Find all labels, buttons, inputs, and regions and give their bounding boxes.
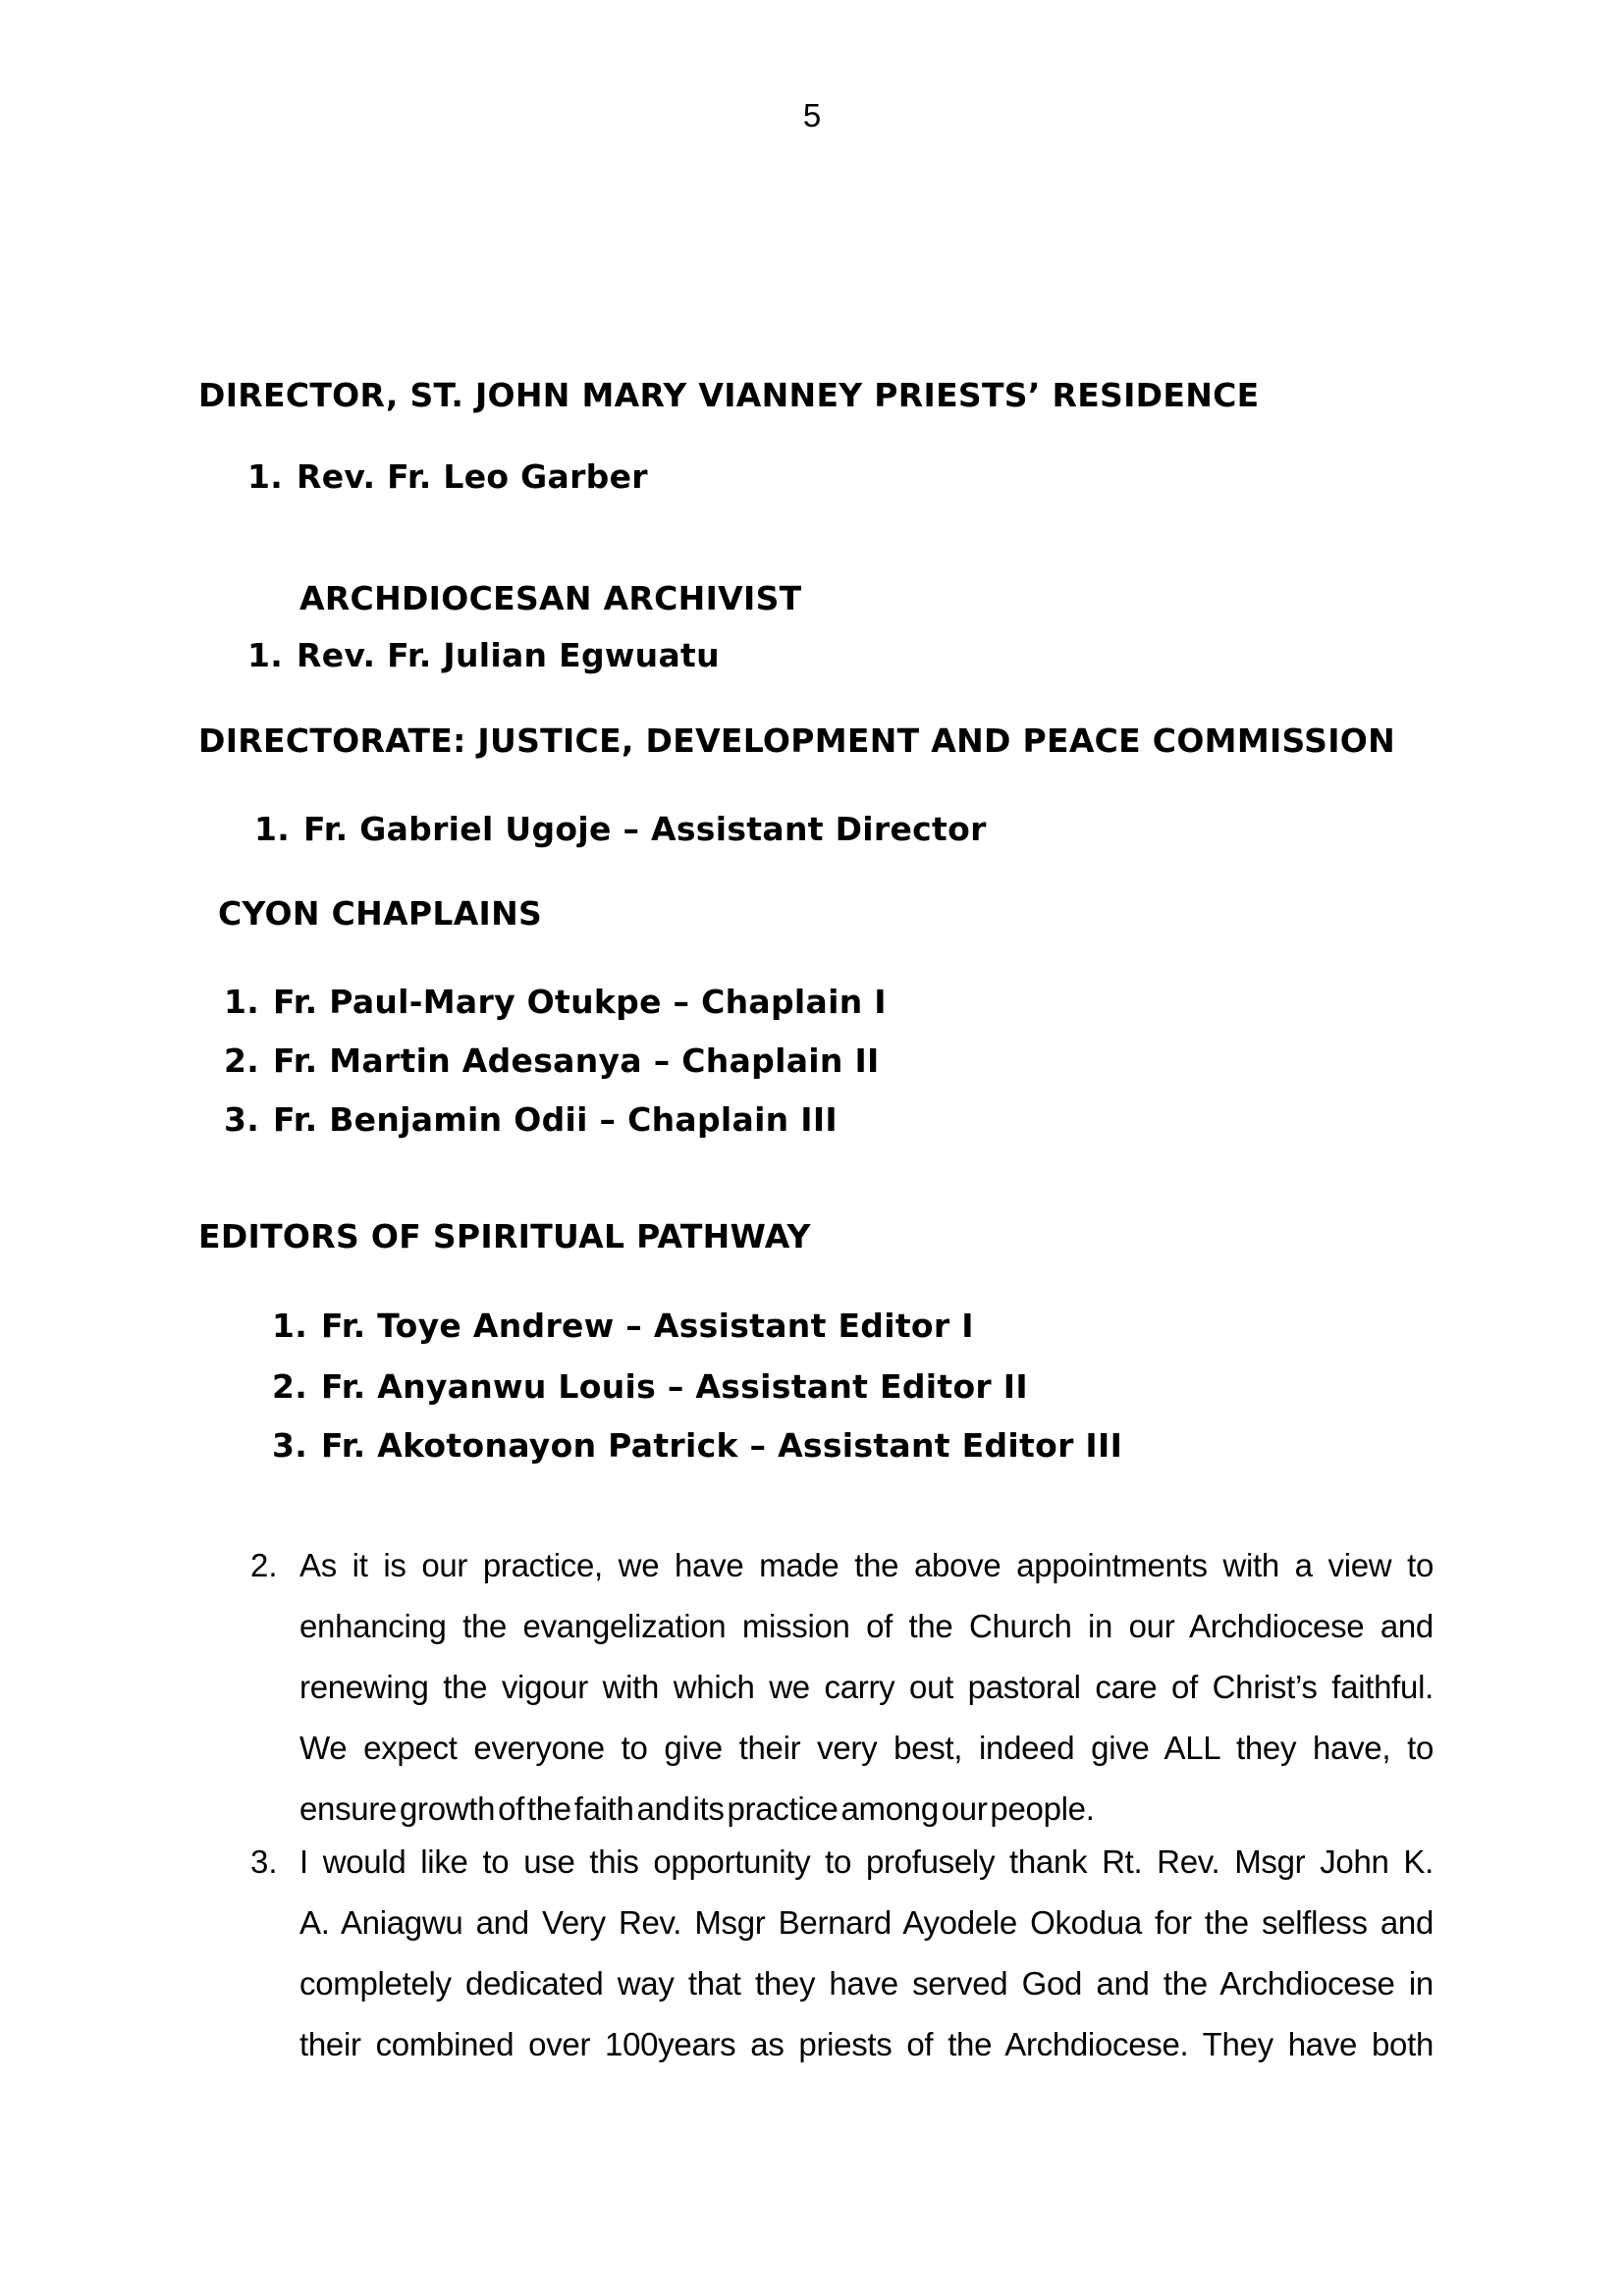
section-heading-editors: EDITORS OF SPIRITUAL PATHWAY xyxy=(198,1217,811,1255)
list-item xyxy=(224,1041,880,1081)
paragraph-line: A. Aniagwu and Very Rev. Msgr Bernard Ayodele Okodua for the selfless and xyxy=(299,1904,1434,1941)
list-item-number: 3. xyxy=(224,1100,260,1139)
paragraph-line: We expect everyone to give their very best, indeed give ALL they have, to xyxy=(299,1730,1434,1766)
list-item xyxy=(224,1100,838,1140)
paragraph-line: ensure growth of the faith and its practice among our people. xyxy=(299,1790,1095,1827)
page-number: 5 xyxy=(802,97,822,133)
list-item-number: 1. xyxy=(247,457,284,496)
paragraph-body xyxy=(299,1832,1434,2075)
list-item xyxy=(272,1426,1122,1466)
list-item-text: Fr. Anyanwu Louis – Assistant Editor II xyxy=(321,1367,1028,1406)
list-item-text: Fr. Martin Adesanya – Chaplain II xyxy=(273,1041,880,1080)
numbered-paragraph xyxy=(250,1535,1434,1840)
list-item-text: Fr. Akotonayon Patrick – Assistant Editor III xyxy=(321,1426,1123,1465)
list-item-number: 1. xyxy=(247,636,284,674)
paragraph-line: I would like to use this opportunity to profusely thank Rt. Rev. Msgr John K. xyxy=(299,1843,1434,1880)
paragraph-body xyxy=(299,1535,1434,1840)
paragraph-line: enhancing the evangelization mission of the Church in our Archdiocese and xyxy=(299,1608,1434,1644)
list-item-number: 2. xyxy=(272,1367,308,1406)
numbered-paragraph xyxy=(250,1832,1434,2075)
paragraph-line: completely dedicated way that they have served God and the Archdiocese in xyxy=(299,1965,1434,2002)
list-item xyxy=(254,810,987,849)
paragraph-line: their combined over 100years as priests of the Archdiocese. They have both xyxy=(299,2026,1434,2062)
list-item xyxy=(272,1367,1028,1407)
list-item xyxy=(247,457,648,497)
paragraph-line: renewing the vigour with which we carry out pastoral care of Christ’s faithful. xyxy=(299,1669,1434,1705)
section-heading-director-residence: DIRECTOR, ST. JOHN MARY VIANNEY PRIESTS’ RESIDENCE xyxy=(198,376,1260,414)
list-item xyxy=(272,1307,974,1346)
list-item-number: 1. xyxy=(272,1307,308,1345)
list-item xyxy=(224,983,887,1022)
section-heading-cyon-chaplains: CYON CHAPLAINS xyxy=(218,894,543,933)
list-item-text: Fr. Gabriel Ugoje – Assistant Director xyxy=(303,810,987,848)
list-item-text: Fr. Toye Andrew – Assistant Editor I xyxy=(321,1307,974,1345)
list-item-text: Fr. Benjamin Odii – Chaplain III xyxy=(273,1100,838,1139)
list-item-number: 1. xyxy=(254,810,291,848)
list-item-number: 2. xyxy=(224,1041,260,1080)
list-item-number: 1. xyxy=(224,983,260,1021)
paragraph-line: As it is our practice, we have made the above appointments with a view to xyxy=(299,1547,1434,1583)
list-item-text: Rev. Fr. Leo Garber xyxy=(297,457,648,496)
list-item-text: Rev. Fr. Julian Egwuatu xyxy=(297,636,720,674)
list-item-text: Fr. Paul-Mary Otukpe – Chaplain I xyxy=(273,983,887,1021)
paragraph-number: 2. xyxy=(250,1547,278,1583)
list-item-number: 3. xyxy=(272,1426,308,1465)
section-heading-archivist: ARCHDIOCESAN ARCHIVIST xyxy=(299,579,802,617)
section-heading-directorate-jdpc: DIRECTORATE: JUSTICE, DEVELOPMENT AND PEACE COMMISSION xyxy=(198,721,1396,760)
list-item xyxy=(247,636,720,675)
paragraph-number: 3. xyxy=(250,1843,278,1880)
